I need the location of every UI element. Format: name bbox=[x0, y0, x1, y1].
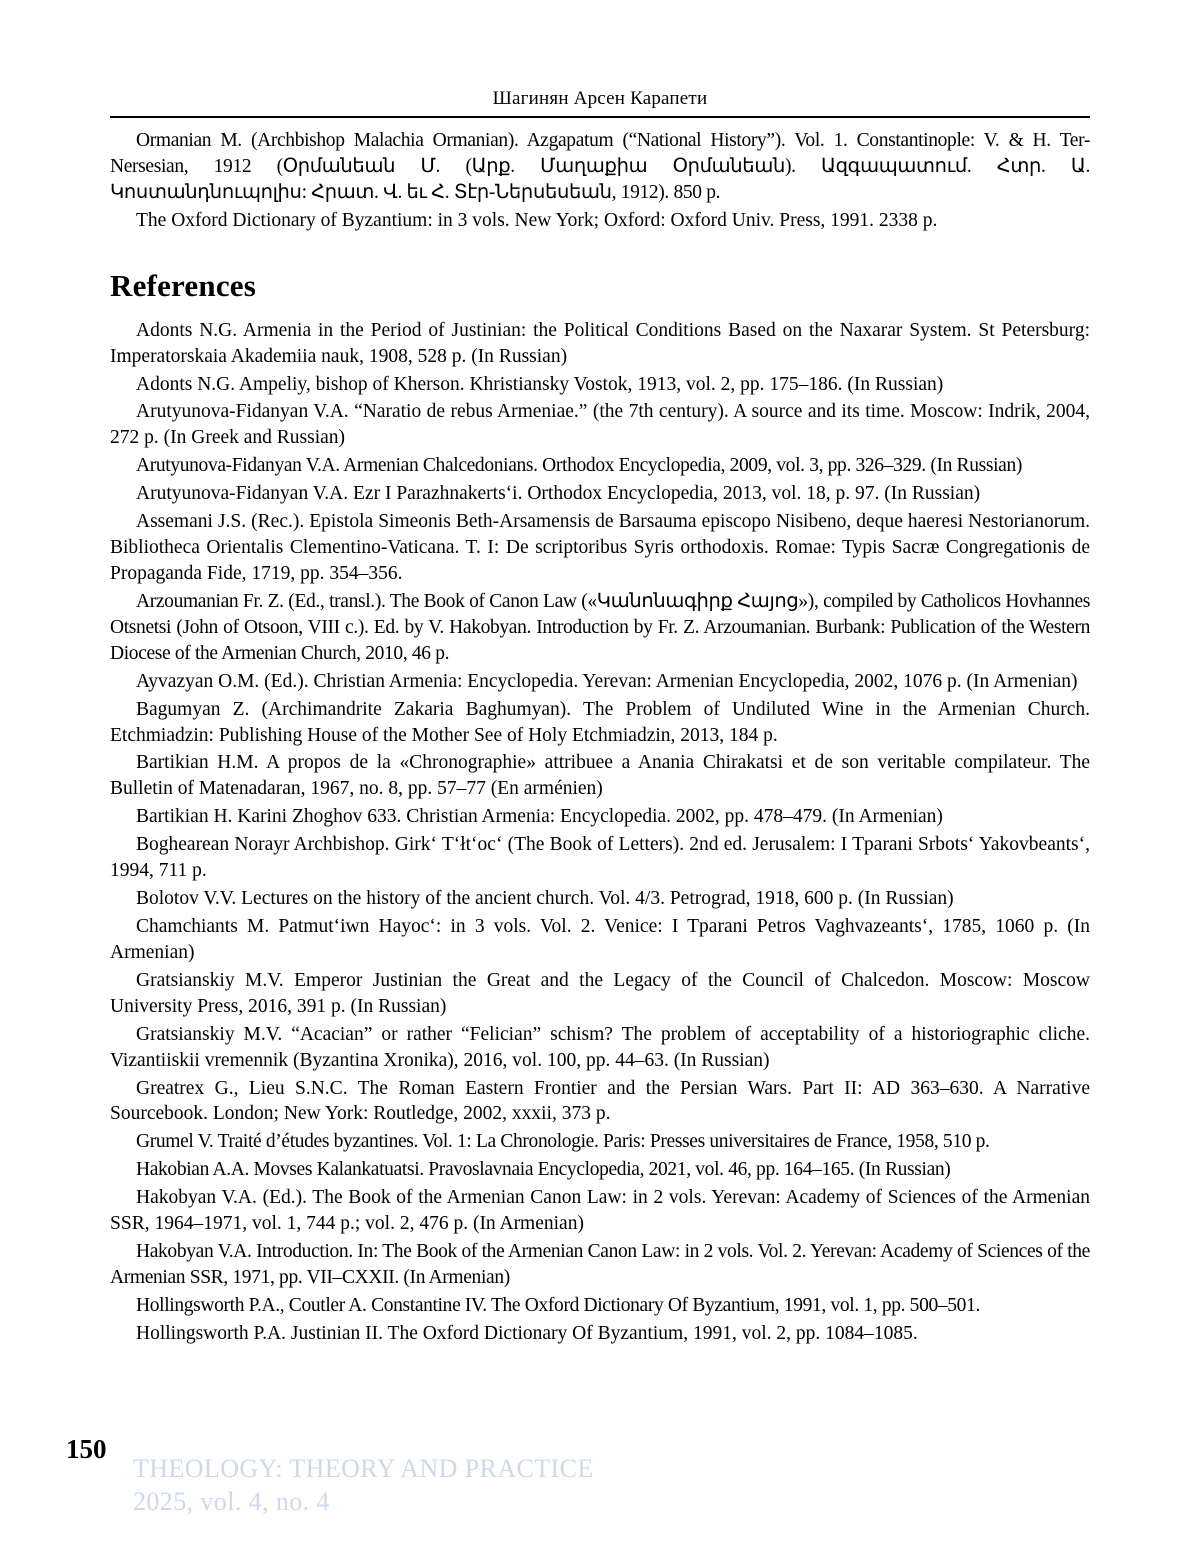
reference-entry: Arutyunova-Fidanyan V.A. Armenian Chalcedonians. Orthodox Encyclopedia, 2009, vol. 3, pp. 326–329. (In Russian) bbox=[136, 455, 1023, 477]
reference-entry: Bagumyan Z. (Archimandrite Zakaria Baghumyan). The Problem of Undiluted Wine in the Armenian Church. Etchmiadzin: Publishing House of the Mother See of Holy Etchmiadzin, 2013, 184 p. bbox=[110, 698, 1090, 746]
reference-entry: Grumel V. Traité d’études byzantines. Vol. 1: La Chronologie. Paris: Presses universitaires de France, 1958, 510 p. bbox=[136, 1131, 990, 1153]
running-head: Шагинян Арсен Карапети bbox=[492, 88, 708, 109]
reference-entry: Hakobian A.A. Movses Kalankatuatsi. Pravoslavnaia Encyclopedia, 2021, vol. 46, pp. 164–165. (In Russian) bbox=[136, 1159, 951, 1181]
section-title-references: References bbox=[110, 267, 257, 303]
reference-entry: Gratsianskiy M.V. “Acacian” or rather “Felician” schism? The problem of acceptability of a historiographic cliche. Vizantiiskii vremennik (Byzantina Xronika), 2016, vol. 100, pp. 44–63. (In Russian) bbox=[110, 1023, 1090, 1071]
reference-entry: Bartikian H.M. A propos de la «Chronographie» attribuee a Anania Chirakatsi et de son veritable compilateur. The Bulletin of Matenadaran, 1967, no. 8, pp. 57–77 (En arménien) bbox=[110, 752, 1090, 800]
page-content bbox=[110, 128, 1090, 1349]
bibliography-entry: The Oxford Dictionary of Byzantium: in 3 vols. New York; Oxford: Oxford Univ. Press, 1991. 2338 p. bbox=[136, 209, 938, 231]
reference-entry: Adonts N.G. Armenia in the Period of Justinian: the Political Conditions Based on the Naxarar System. St Petersburg: Imperatorskaia Akademiia nauk, 1908, 528 p. (In Russian) bbox=[110, 319, 1090, 367]
reference-entry: Adonts N.G. Ampeliy, bishop of Kherson. Khristiansky Vostok, 1913, vol. 2, pp. 175–186. (In Russian) bbox=[136, 373, 944, 395]
reference-entry: Hakobyan V.A. Introduction. In: The Book of the Armenian Canon Law: in 2 vols. Vol. 2. Yerevan: Academy of Sciences of the Armenian SSR, 1971, pp. VII–CXXII. (In Armenian) bbox=[110, 1241, 1090, 1288]
reference-entry: Greatrex G., Lieu S.N.C. The Roman Eastern Frontier and the Persian Wars. Part II: AD 363–630. A Narrative Sourcebook. London; New York: Routledge, 2002, xxxii, 373 p. bbox=[110, 1077, 1090, 1125]
reference-entry: Arzoumanian Fr. Z. (Ed., transl.). The Book of Canon Law («Կանոնագիրք Հայոց»), compiled by Catholicos Hovhannes Otsnetsi (John of Otsoon, VIII c.). Ed. by V. Hakobyan. Introduction by Fr. Z. Arzoumanian. Burbank: Publication of the Western Diocese of the Armenian Church, 2010, 46 p. bbox=[110, 590, 1090, 664]
bibliography-entry: Ormanian M. (Archbishop Malachia Ormanian). Azgapatum (“National History”). Vol. 1. Constantinople: V. & H. Ter-Nersesian, 1912 (Օրմանեան Մ. (Արք. Մաղաքիա Օրմանեան). Ազգապատում. Հտր. Ա. Կոստանդնուպոլիս: Հրատ. Վ. եւ Հ. Տէր-Ներսեսեան, 1912). 850 p. bbox=[110, 130, 1090, 203]
footer-journal-issue: 2025, vol. 4, no. 4 bbox=[133, 1487, 330, 1517]
reference-entry: Chamchiants M. Patmutʻiwn Hayocʻ: in 3 vols. Vol. 2. Venice: I Tparani Petros Vaghvazeantsʻ, 1785, 1060 p. (In Armenian) bbox=[110, 915, 1090, 963]
header-rule bbox=[110, 116, 1090, 118]
reference-entry: Hakobyan V.A. (Ed.). The Book of the Armenian Canon Law: in 2 vols. Yerevan: Academy of Sciences of the Armenian SSR, 1964–1971, vol. 1, 744 p.; vol. 2, 476 p. (In Armenian) bbox=[110, 1187, 1090, 1235]
footer-journal-brand bbox=[133, 1452, 594, 1519]
reference-entry: Assemani J.S. (Rec.). Epistola Simeonis Beth-Arsamensis de Barsauma episcopo Nisibeno, deque haeresi Nestorianorum. Bibliotheca Orientalis Clementino-Vaticana. T. I: De scriptoribus Syris orthodoxis. Romae: Typis Sacræ Congregationis de Propaganda Fide, 1719, pp. 354–356. bbox=[110, 511, 1090, 584]
reference-entry: Arutyunova-Fidanyan V.A. “Naratio de rebus Armeniae.” (the 7th century). A source and its time. Moscow: Indrik, 2004, 272 p. (In Greek and Russian) bbox=[110, 401, 1090, 449]
reference-entry: Ayvazyan O.M. (Ed.). Christian Armenia: Encyclopedia. Yerevan: Armenian Encyclopedia, 2002, 1076 p. (In Armenian) bbox=[136, 670, 1078, 692]
reference-entry: Boghearean Norayr Archbishop. Girkʻ Tʻłtʻocʻ (The Book of Letters). 2nd ed. Jerusalem: I Tparani Srbotsʻ Yakovbeantsʻ, 1994, 711 p. bbox=[110, 834, 1090, 882]
reference-entry: Bartikian H. Karini Zhoghov 633. Christian Armenia: Encyclopedia. 2002, pp. 478–479. (In Armenian) bbox=[136, 806, 943, 828]
reference-entry: Arutyunova-Fidanyan V.A. Ezr I Parazhnakertsʻi. Orthodox Encyclopedia, 2013, vol. 18, p. 97. (In Russian) bbox=[136, 483, 981, 505]
page-number: 150 bbox=[66, 1434, 107, 1464]
reference-entry: Hollingsworth P.A., Coutler A. Constantine IV. The Oxford Dictionary Of Byzantium, 1991, vol. 1, pp. 500–501. bbox=[136, 1294, 980, 1316]
reference-entry: Bolotov V.V. Lectures on the history of the ancient church. Vol. 4/3. Petrograd, 1918, 600 p. (In Russian) bbox=[136, 888, 954, 910]
reference-entry: Hollingsworth P.A. Justinian II. The Oxford Dictionary Of Byzantium, 1991, vol. 2, pp. 1084–1085. bbox=[136, 1322, 918, 1344]
footer-journal-title: THEOLOGY: THEORY AND PRACTICE bbox=[133, 1454, 594, 1483]
reference-entry: Gratsianskiy M.V. Emperor Justinian the Great and the Legacy of the Council of Chalcedon. Moscow: Moscow University Press, 2016, 391 p. (In Russian) bbox=[110, 969, 1090, 1017]
